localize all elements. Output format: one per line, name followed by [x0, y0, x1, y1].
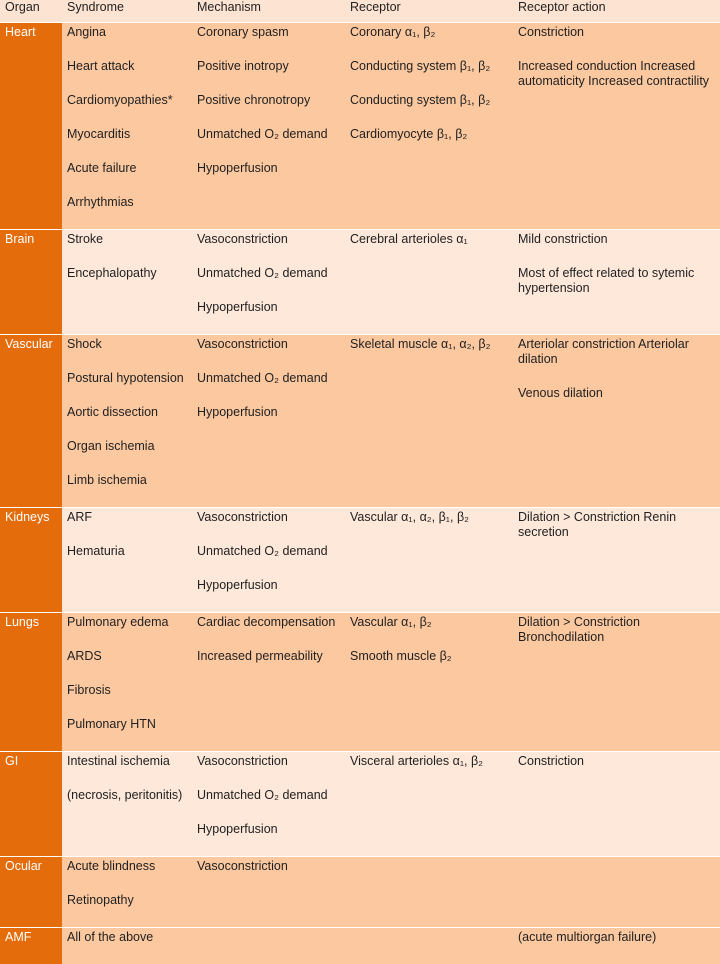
action-item: Arteriolar constriction Arteriolar dilation	[518, 337, 720, 367]
syndrome-item: Pulmonary HTN	[67, 717, 192, 732]
action-cell	[513, 857, 720, 928]
syndrome-item: (necrosis, peritonitis)	[67, 788, 192, 803]
organ-cell: Lungs	[0, 613, 62, 752]
action-item: Dilation > Constriction Renin secretion	[518, 510, 720, 540]
action-item: Most of effect related to sytemic hypertension	[518, 266, 720, 296]
action-item: Venous dilation	[518, 386, 720, 401]
action-item: Constriction	[518, 754, 720, 769]
table-row	[0, 23, 720, 230]
mechanism-cell	[192, 335, 345, 508]
syndrome-item: Acute failure	[67, 161, 192, 176]
receptor-cell	[345, 928, 513, 964]
syndrome-item: Angina	[67, 25, 192, 40]
mechanism-item: Vasoconstriction	[197, 337, 345, 352]
organ-cell: Ocular	[0, 857, 62, 928]
receptor-cell	[345, 752, 513, 857]
action-cell	[513, 752, 720, 857]
table-row	[0, 230, 720, 335]
action-cell	[513, 335, 720, 508]
syndrome-item: Acute blindness	[67, 859, 192, 874]
mechanism-item: Unmatched O₂ demand	[197, 544, 345, 559]
syndrome-item: Encephalopathy	[67, 266, 192, 281]
mechanism-item: Hypoperfusion	[197, 300, 345, 315]
header-receptor-action: Receptor action	[513, 0, 720, 23]
mechanism-item: Increased permeability	[197, 649, 345, 664]
organ-cell: Vascular	[0, 335, 62, 508]
syndrome-cell	[62, 23, 192, 230]
syndrome-item: Postural hypotension	[67, 371, 192, 386]
receptor-item: Conducting system β₁, β₂	[350, 93, 513, 108]
table-row	[0, 508, 720, 613]
header-receptor: Receptor	[345, 0, 513, 23]
mechanism-cell	[192, 23, 345, 230]
organ-cell: Brain	[0, 230, 62, 335]
syndrome-cell	[62, 230, 192, 335]
action-cell	[513, 928, 720, 964]
receptor-cell	[345, 230, 513, 335]
receptor-item: Vascular α₁, β₂	[350, 615, 513, 630]
header-syndrome: Syndrome	[62, 0, 192, 23]
syndrome-item: Hematuria	[67, 544, 192, 559]
syndrome-item: ARDS	[67, 649, 192, 664]
mechanism-item: Cardiac decompensation	[197, 615, 345, 630]
syndrome-item: Organ ischemia	[67, 439, 192, 454]
table-row	[0, 752, 720, 857]
syndrome-cell	[62, 857, 192, 928]
syndrome-item: ARF	[67, 510, 192, 525]
syndrome-cell	[62, 928, 192, 964]
header-mechanism: Mechanism	[192, 0, 345, 23]
mechanism-item: Positive inotropy	[197, 59, 345, 74]
receptor-cell	[345, 857, 513, 928]
mechanism-item: Positive chronotropy	[197, 93, 345, 108]
mechanism-item: Coronary spasm	[197, 25, 345, 40]
syndrome-item: Pulmonary edema	[67, 615, 192, 630]
receptor-cell	[345, 23, 513, 230]
mechanism-item: Vasoconstriction	[197, 510, 345, 525]
receptor-item: Cardiomyocyte β₁, β₂	[350, 127, 513, 142]
organ-cell: AMF	[0, 928, 62, 964]
mechanism-item: Vasoconstriction	[197, 232, 345, 247]
header-row	[0, 0, 720, 23]
mechanism-item: Unmatched O₂ demand	[197, 371, 345, 386]
action-cell	[513, 230, 720, 335]
syndrome-cell	[62, 752, 192, 857]
receptor-cell	[345, 335, 513, 508]
table-row	[0, 928, 720, 964]
syndrome-cell	[62, 335, 192, 508]
action-item: Dilation > Constriction Bronchodilation	[518, 615, 720, 645]
syndrome-cell	[62, 613, 192, 752]
table-row	[0, 613, 720, 752]
organ-cell: GI	[0, 752, 62, 857]
action-cell	[513, 23, 720, 230]
mechanism-cell	[192, 928, 345, 964]
receptor-item: Vascular α₁, α₂, β₁, β₂	[350, 510, 513, 525]
mechanism-item: Unmatched O₂ demand	[197, 788, 345, 803]
action-cell	[513, 508, 720, 613]
syndrome-item: Cardiomyopathies*	[67, 93, 192, 108]
organ-cell: Heart	[0, 23, 62, 230]
receptor-cell	[345, 613, 513, 752]
syndrome-item: Stroke	[67, 232, 192, 247]
mechanism-item: Hypoperfusion	[197, 578, 345, 593]
header-organ: Organ	[0, 0, 62, 23]
syndrome-item: Arrhythmias	[67, 195, 192, 210]
syndrome-cell	[62, 508, 192, 613]
mechanism-item: Unmatched O₂ demand	[197, 127, 345, 142]
mechanism-item: Vasoconstriction	[197, 859, 345, 874]
syndrome-item: Intestinal ischemia	[67, 754, 192, 769]
mechanism-item: Hypoperfusion	[197, 161, 345, 176]
action-cell	[513, 613, 720, 752]
syndrome-item: Fibrosis	[67, 683, 192, 698]
mechanism-cell	[192, 613, 345, 752]
syndrome-item: Shock	[67, 337, 192, 352]
mechanism-item: Vasoconstriction	[197, 754, 345, 769]
syndrome-item: All of the above	[67, 930, 192, 945]
organ-cell: Kidneys	[0, 508, 62, 613]
mechanism-item: Unmatched O₂ demand	[197, 266, 345, 281]
receptor-item: Coronary α₁, β₂	[350, 25, 513, 40]
mechanism-cell	[192, 752, 345, 857]
mechanism-item: Hypoperfusion	[197, 405, 345, 420]
receptor-cell	[345, 508, 513, 613]
syndrome-item: Aortic dissection	[67, 405, 192, 420]
receptor-item: Smooth muscle β₂	[350, 649, 513, 664]
action-item: Increased conduction Increased automaticity Increased contractility	[518, 59, 720, 89]
mechanism-cell	[192, 230, 345, 335]
action-item: (acute multiorgan failure)	[518, 930, 720, 945]
receptor-item: Conducting system β₁, β₂	[350, 59, 513, 74]
receptor-item: Skeletal muscle α₁, α₂, β₂	[350, 337, 513, 352]
receptor-item: Cerebral arterioles α₁	[350, 232, 513, 247]
syndrome-item: Heart attack	[67, 59, 192, 74]
mechanism-cell	[192, 857, 345, 928]
syndrome-item: Retinopathy	[67, 893, 192, 908]
action-item: Mild constriction	[518, 232, 720, 247]
mechanism-item: Hypoperfusion	[197, 822, 345, 837]
receptor-item: Visceral arterioles α₁, β₂	[350, 754, 513, 769]
action-item: Constriction	[518, 25, 720, 40]
mechanism-cell	[192, 508, 345, 613]
syndrome-item: Limb ischemia	[67, 473, 192, 488]
table-row	[0, 335, 720, 508]
syndrome-item: Myocarditis	[67, 127, 192, 142]
table-row	[0, 857, 720, 928]
